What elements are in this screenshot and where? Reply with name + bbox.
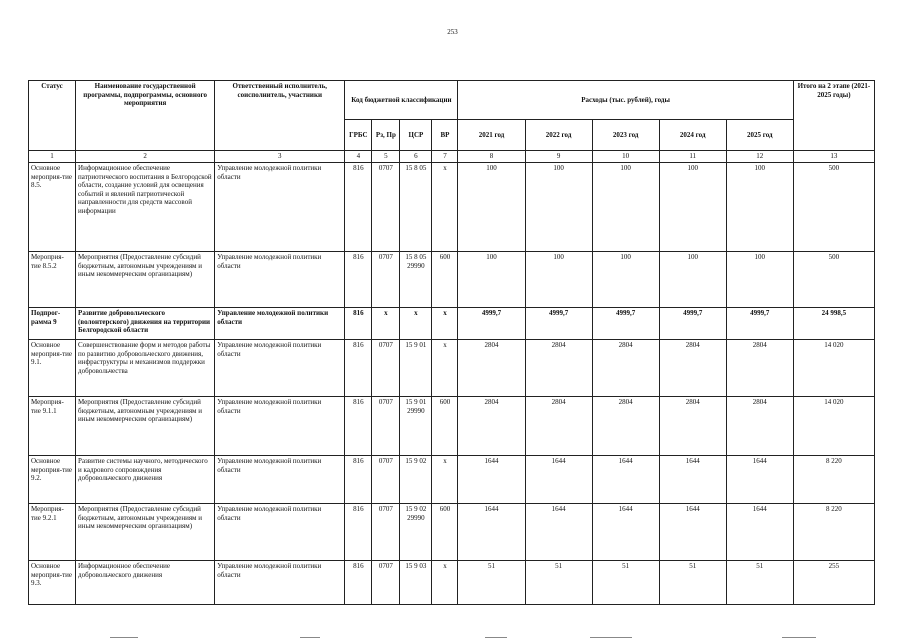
row-2023: 100 [592,163,659,252]
column-number: 3 [215,151,345,163]
table-row [29,340,875,397]
row-2024: 2804 [659,397,726,456]
row-csr: 15 8 05 [400,163,432,252]
row-2025: 1644 [726,504,793,561]
row-responsible: Управление молодежной политики области [215,504,345,561]
row-2024: 1644 [659,456,726,504]
row-grbs: 816 [345,340,372,397]
row-vr: x [432,163,458,252]
row-2021: 4999,7 [458,308,525,340]
row-2021: 100 [458,252,525,308]
row-name: Развитие добровольческого (волонтерского) движения на территории Белгородской области [76,308,215,340]
row-csr: x [400,308,432,340]
row-vr: x [432,308,458,340]
row-responsible: Управление молодежной политики области [215,340,345,397]
row-grbs: 816 [345,308,372,340]
row-rz-pr: 0707 [372,252,400,308]
table-row [29,456,875,504]
row-rz-pr: 0707 [372,504,400,561]
row-status: Мероприя-тие 8.5.2 [29,252,76,308]
table-row [29,504,875,561]
column-number: 1 [29,151,76,163]
header-responsible: Ответственный исполнитель, соисполнитель, участники [215,81,345,151]
row-name: Мероприятия (Предоставление субсидий бюджетным, автономным учреждениям и иным некоммерческим организациям) [76,504,215,561]
row-total: 8 220 [793,456,874,504]
row-rz-pr: 0707 [372,456,400,504]
row-2022: 1644 [525,504,592,561]
row-2021: 2804 [458,397,525,456]
row-csr: 15 9 01 29990 [400,397,432,456]
row-2024: 4999,7 [659,308,726,340]
row-status: Подпрог-рамма 9 [29,308,76,340]
row-vr: x [432,340,458,397]
row-2021: 1644 [458,456,525,504]
row-vr: x [432,456,458,504]
header-total: Итого на 2 этапе (2021-2025 годы) [793,81,874,151]
row-total: 500 [793,163,874,252]
row-2025: 51 [726,561,793,605]
row-2023: 2804 [592,340,659,397]
row-total: 255 [793,561,874,605]
row-2022: 4999,7 [525,308,592,340]
row-2022: 51 [525,561,592,605]
column-number: 13 [793,151,874,163]
row-name: Информационное обеспечение патриотического воспитания в Белгородской области, создание условий для освещения событий и явлений патриотической направленности для средств массовой информации [76,163,215,252]
header-2021: 2021 год [458,120,525,151]
row-status: Основное мероприя-тие 9.3. [29,561,76,605]
header-budget-code: Код бюджетной классификации [345,81,458,120]
row-2022: 2804 [525,340,592,397]
column-number: 6 [400,151,432,163]
row-rz-pr: x [372,308,400,340]
table-row [29,252,875,308]
row-responsible: Управление молодежной политики области [215,561,345,605]
column-number: 9 [525,151,592,163]
row-2021: 1644 [458,504,525,561]
row-2024: 1644 [659,504,726,561]
row-csr: 15 9 02 [400,456,432,504]
row-2025: 1644 [726,456,793,504]
row-2025: 2804 [726,397,793,456]
row-2025: 4999,7 [726,308,793,340]
row-2023: 1644 [592,504,659,561]
table-row [29,308,875,340]
row-name: Совершенствование форм и методов работы по развитию добровольческого движения, инфраструктуры и механизмов поддержки добровольчества [76,340,215,397]
header-2025: 2025 год [726,120,793,151]
row-2023: 2804 [592,397,659,456]
column-number: 7 [432,151,458,163]
row-total: 24 998,5 [793,308,874,340]
row-csr: 15 8 05 29990 [400,252,432,308]
header-status: Статус [29,81,76,151]
row-2024: 100 [659,252,726,308]
row-total: 500 [793,252,874,308]
row-2021: 100 [458,163,525,252]
scan-artifact [590,637,632,638]
row-csr: 15 9 01 [400,340,432,397]
row-grbs: 816 [345,504,372,561]
table-row [29,163,875,252]
row-2023: 4999,7 [592,308,659,340]
column-number: 8 [458,151,525,163]
row-2024: 2804 [659,340,726,397]
column-number: 12 [726,151,793,163]
header-grbs: ГРБС [345,120,372,151]
row-vr: 600 [432,504,458,561]
row-name: Мероприятия (Предоставление субсидий бюджетным, автономным учреждениям и иным некоммерческим организациям) [76,397,215,456]
row-responsible: Управление молодежной политики области [215,308,345,340]
scan-artifact [485,637,507,638]
row-total: 8 220 [793,504,874,561]
row-2021: 51 [458,561,525,605]
row-responsible: Управление молодежной политики области [215,397,345,456]
row-grbs: 816 [345,561,372,605]
column-number-row [29,151,875,163]
row-grbs: 816 [345,397,372,456]
row-grbs: 816 [345,456,372,504]
column-number: 4 [345,151,372,163]
row-csr: 15 9 02 29990 [400,504,432,561]
row-2025: 2804 [726,340,793,397]
header-2024: 2024 год [659,120,726,151]
header-2023: 2023 год [592,120,659,151]
row-status: Мероприя-тие 9.2.1 [29,504,76,561]
row-status: Мероприя-тие 9.1.1 [29,397,76,456]
row-rz-pr: 0707 [372,163,400,252]
row-2023: 51 [592,561,659,605]
column-number: 2 [76,151,215,163]
row-responsible: Управление молодежной политики области [215,456,345,504]
row-2024: 100 [659,163,726,252]
header-vr: ВР [432,120,458,151]
column-number: 10 [592,151,659,163]
row-responsible: Управление молодежной политики области [215,252,345,308]
column-number: 11 [659,151,726,163]
row-vr: 600 [432,397,458,456]
row-name: Развитие системы научного, методического и кадрового сопровождения добровольческого движения [76,456,215,504]
scan-artifact [110,637,138,638]
header-2022: 2022 год [525,120,592,151]
row-status: Основное мероприя-тие 8.5. [29,163,76,252]
row-status: Основное мероприя-тие 9.1. [29,340,76,397]
row-2022: 100 [525,252,592,308]
row-csr: 15 9 03 [400,561,432,605]
row-vr: 600 [432,252,458,308]
row-rz-pr: 0707 [372,397,400,456]
header-name: Наименование государственной программы, подпрограммы, основного мероприятия [76,81,215,151]
row-vr: x [432,561,458,605]
scan-artifact [782,637,816,638]
row-responsible: Управление молодежной политики области [215,163,345,252]
row-total: 14 020 [793,397,874,456]
row-2021: 2804 [458,340,525,397]
budget-table [28,80,875,605]
row-status: Основное мероприя-тие 9.2. [29,456,76,504]
header-expenses: Расходы (тыс. рублей), годы [458,81,793,120]
scan-artifact [300,637,320,638]
row-grbs: 816 [345,252,372,308]
row-rz-pr: 0707 [372,561,400,605]
row-2023: 1644 [592,456,659,504]
table-row [29,561,875,605]
row-2022: 100 [525,163,592,252]
row-2023: 100 [592,252,659,308]
row-name: Мероприятия (Предоставление субсидий бюджетным, автономным учреждениям и иным некоммерческим организациям) [76,252,215,308]
row-2022: 2804 [525,397,592,456]
row-rz-pr: 0707 [372,340,400,397]
row-2025: 100 [726,252,793,308]
row-name: Информационное обеспечение добровольческого движения [76,561,215,605]
header-csr: ЦСР [400,120,432,151]
table-row [29,397,875,456]
header-rz-pr: Рз, Пр [372,120,400,151]
column-number: 5 [372,151,400,163]
row-2022: 1644 [525,456,592,504]
page-number: 253 [447,28,458,36]
row-total: 14 020 [793,340,874,397]
row-2024: 51 [659,561,726,605]
row-grbs: 816 [345,163,372,252]
row-2025: 100 [726,163,793,252]
